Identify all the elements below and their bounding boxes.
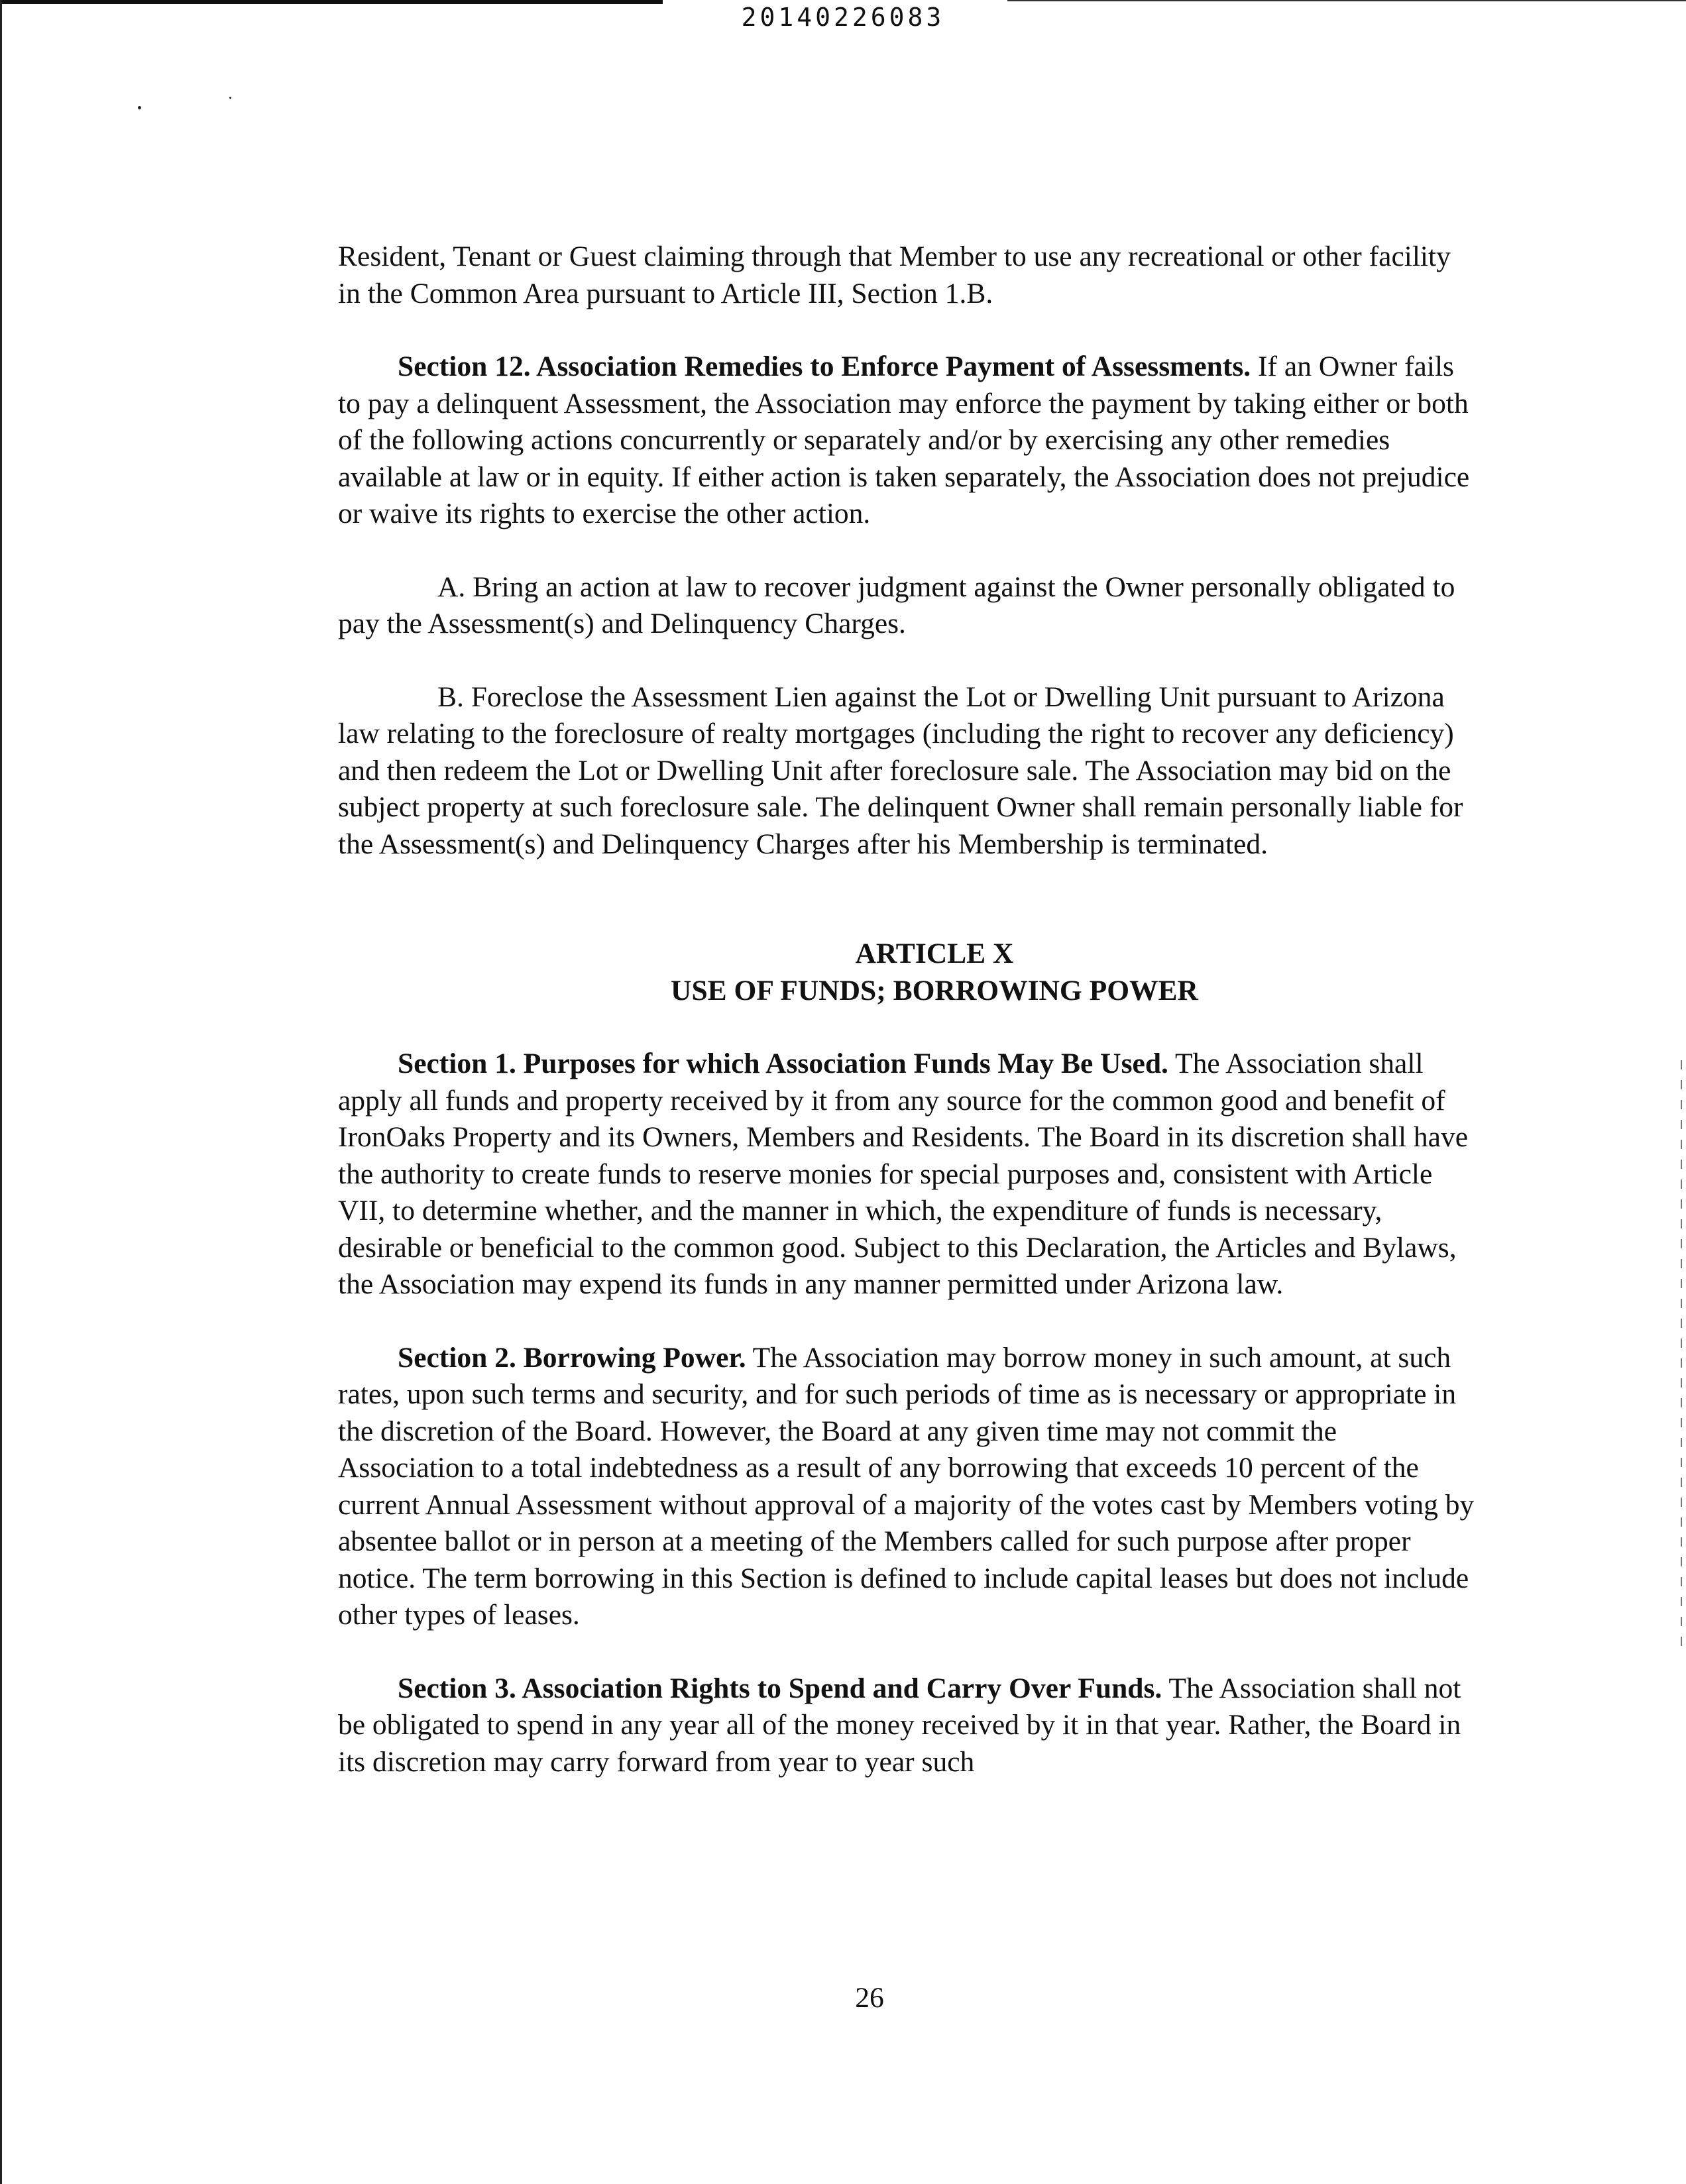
section-2-text: The Association may borrow money in such amount, at such rates, upon such terms and security, and for such periods of time as is necessary or appropriate in the discretion of the Board. However, the Board at any given time may not commit the Association to a total indebtedness as a result of any borrowing that exceeds 10 percent of the current Annual Assessment without approval of a majority of the votes cast by Members voting by absentee ballot or in person at a meeting of the Members called for such purpose after proper notice. The term borrowing in this Section is defined to include capital leases but does not include other types of leases. <box>338 1341 1475 1631</box>
section-12-heading: Section 12. Association Remedies to Enforce Payment of Assessments. <box>398 351 1251 382</box>
document-number: 20140226083 <box>741 3 945 32</box>
section-3-paragraph <box>338 1670 1478 1781</box>
section-1-text: The Association shall apply all funds and property received by it from any source for the common good and benefit of IronOaks Property and its Owners, Members and Residents. The Board in its discretion shall have the authority to create funds to reserve monies for special purposes and, consistent with Article VII, to determine whether, and the manner in which, the expenditure of funds is necessary, desirable or beneficial to the common good. Subject to this Declaration, the Articles and Bylaws, the Association may expend its funds in any manner permitted under Arizona law. <box>338 1048 1469 1300</box>
scan-speck <box>229 97 231 99</box>
article-number: ARTICLE X <box>855 938 1014 969</box>
page-number: 26 <box>855 1982 884 2014</box>
article-title: USE OF FUNDS; BORROWING POWER <box>671 974 1198 1007</box>
section-1-paragraph <box>338 1046 1478 1303</box>
continuation-paragraph: Resident, Tenant or Guest claiming through that Member to use any recreational or other facility in the Common Area pursuant to Article III, Section 1.B. <box>338 241 1451 309</box>
scan-border-top-right <box>1007 0 1686 1</box>
item-a-paragraph: A. Bring an action at law to recover judgment against the Owner personally obligated to pay the Assessment(s) and Delinquency Charges. <box>338 571 1455 639</box>
section-2-heading: Section 2. Borrowing Power. <box>398 1341 746 1374</box>
section-12-paragraph <box>338 349 1478 533</box>
scan-border-right <box>1681 1060 1682 1657</box>
article-heading <box>338 936 1478 1009</box>
document-body <box>338 239 1478 1817</box>
section-1-heading: Section 1. Purposes for which Association Funds May Be Used. <box>398 1048 1168 1079</box>
section-12-text: If an Owner fails to pay a delinquent Assessment, the Association may enforce the payment by taking either or both of the following actions concurrently or separately and/or by exercising any other remedies available at law or in equity. If either action is taken separately, the Association does not prejudice or waive its rights to exercise the other action. <box>338 351 1470 529</box>
item-b-paragraph: B. Foreclose the Assessment Lien against the Lot or Dwelling Unit pursuant to Arizona law relating to the foreclosure of realty mortgages (including the right to recover any deficiency) and then redeem the Lot or Dwelling Unit after foreclosure sale. The Association may bid on the subject property at such foreclosure sale. The delinquent Owner shall remain personally liable for the Assessment(s) and Delinquency Charges after his Membership is terminated. <box>338 681 1463 860</box>
section-3-heading: Section 3. Association Rights to Spend and Carry Over Funds. <box>398 1672 1162 1704</box>
section-3-text: The Association shall not be obligated to spend in any year all of the money received by it in that year. Rather, the Board in its discretion may carry forward from year to year such <box>338 1672 1461 1778</box>
scan-speck <box>138 106 141 109</box>
scan-border-left <box>0 0 2 2184</box>
section-2-paragraph <box>338 1340 1478 1634</box>
